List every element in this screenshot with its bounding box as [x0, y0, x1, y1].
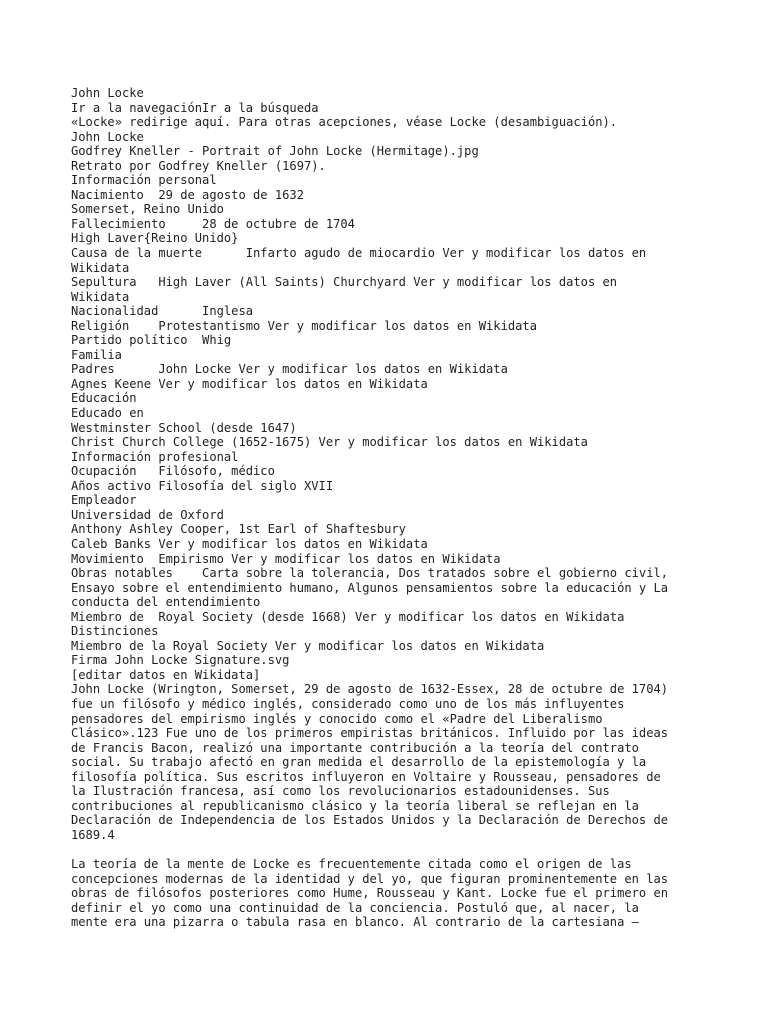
infobox-line: Años activo Filosofía del siglo XVII: [71, 478, 334, 493]
body-text-line: la Ilustración francesa, así como los revolucionarios estadounidenses. Sus: [71, 784, 610, 799]
paragraph-intro: [71, 682, 701, 842]
infobox-line: Obras notables Carta sobre la tolerancia, Dos tratados sobre el gobierno civil,: [71, 566, 669, 581]
infobox-line: Movimiento Empirismo Ver y modificar los datos en Wikidata: [71, 551, 501, 566]
infobox-line: Agnes Keene Ver y modificar los datos en Wikidata: [71, 376, 428, 391]
infobox-line: Retrato por Godfrey Kneller (1697).: [71, 158, 326, 173]
infobox-line: Causa de la muerte Infarto agudo de miocardio Ver y modificar los datos en: [71, 246, 647, 261]
paragraph-gap: [71, 842, 701, 857]
infobox-line: Wikidata: [71, 260, 130, 275]
infobox-line: John Locke: [71, 129, 144, 144]
body-text-line: La teoría de la mente de Locke es frecuentemente citada como el origen de las: [71, 856, 632, 871]
infobox-line: Universidad de Oxford: [71, 507, 224, 522]
body-text-line: Declaración de Independencia de los Estados Unidos y la Declaración de Derechos de: [71, 813, 669, 828]
infobox-line: Fallecimiento 28 de octubre de 1704: [71, 216, 355, 231]
infobox-line: Educado en: [71, 406, 144, 421]
body-text-line: de Francis Bacon, realizó una importante contribución a la teoría del contrato: [71, 740, 639, 755]
infobox-line: High Laver{Reino Unido}: [71, 231, 239, 246]
body-text-line: pensadores del empirismo inglés y conocido como el «Padre del Liberalismo: [71, 711, 603, 726]
infobox-line: conducta del entendimiento: [71, 595, 261, 610]
infobox-line: Religión Protestantismo Ver y modificar los datos en Wikidata: [71, 318, 537, 333]
infobox-line: «Locke» redirige aquí. Para otras acepciones, véase Locke (desambiguación).: [71, 115, 618, 130]
body-text-line: concepciones modernas de la identidad y del yo, que figuran prominentemente en las: [71, 871, 669, 886]
body-text-line: filosofía política. Sus escritos influyeron en Voltaire y Rousseau, pensadores de: [71, 769, 661, 784]
body-text-line: social. Su trabajo afectó en gran medida el desarrollo de la epistemología y la: [71, 755, 647, 770]
infobox-line: Nacionalidad Inglesa: [71, 304, 254, 319]
infobox-line: Somerset, Reino Unido: [71, 202, 224, 217]
infobox-line: Empleador: [71, 493, 137, 508]
body-text-line: contribuciones al republicanismo clásico y la teoría liberal se reflejan en la: [71, 798, 639, 813]
infobox-line: John Locke: [71, 86, 144, 100]
body-text-line: fue un filósofo y médico inglés, considerado como uno de los más influyentes: [71, 696, 625, 711]
infobox-line: Miembro de la Royal Society Ver y modificar los datos en Wikidata: [71, 638, 545, 653]
infobox-line: Anthony Ashley Cooper, 1st Earl of Shaftesbury: [71, 522, 406, 537]
infobox-line: Sepultura High Laver (All Saints) Churchyard Ver y modificar los datos en: [71, 275, 618, 290]
infobox-line: Ocupación Filósofo, médico: [71, 464, 275, 479]
paragraph-mind-theory: [71, 857, 701, 930]
infobox-line: Caleb Banks Ver y modificar los datos en Wikidata: [71, 536, 428, 551]
infobox-line: Distinciones: [71, 624, 159, 639]
infobox-line: [editar datos en Wikidata]: [71, 667, 261, 682]
infobox-line: Padres John Locke Ver y modificar los datos en Wikidata: [71, 362, 508, 377]
infobox-line: Partido político Whig: [71, 333, 232, 348]
infobox-line: Nacimiento 29 de agosto de 1632: [71, 187, 304, 202]
infobox-line: Westminster School (desde 1647): [71, 420, 297, 435]
infobox-line: Miembro de Royal Society (desde 1668) Ver y modificar los datos en Wikidata: [71, 609, 625, 624]
infobox-line: Godfrey Kneller - Portrait of John Locke (Hermitage).jpg: [71, 144, 479, 159]
infobox-line: Ensayo sobre el entendimiento humano, Algunos pensamientos sobre la educación y La: [71, 580, 669, 595]
infobox-line: Wikidata: [71, 289, 130, 304]
body-text-line: definir el yo como una continuidad de la conciencia. Postuló que, al nacer, la: [71, 900, 639, 915]
document-page: [71, 86, 701, 930]
body-text-line: Clásico».123 Fue uno de los primeros empiristas británicos. Influido por las ideas: [71, 726, 669, 741]
infobox-line: Christ Church College (1652-1675) Ver y modificar los datos en Wikidata: [71, 435, 588, 450]
body-text-line: obras de filósofos posteriores como Hume, Rousseau y Kant. Locke fue el primero en: [71, 886, 669, 901]
infobox-line: Ir a la navegaciónIr a la búsqueda: [71, 100, 319, 115]
infobox: [71, 86, 701, 682]
infobox-line: Firma John Locke Signature.svg: [71, 653, 290, 668]
infobox-line: Información profesional: [71, 449, 239, 464]
infobox-line: Familia: [71, 347, 122, 362]
body-text-line: John Locke (Wrington, Somerset, 29 de agosto de 1632-Essex, 28 de octubre de 1704): [71, 682, 669, 697]
infobox-line: Información personal: [71, 173, 217, 188]
body-text-line: 1689.4: [71, 827, 115, 842]
infobox-line: Educación: [71, 391, 137, 406]
body-text-line: mente era una pizarra o tabula rasa en blanco. Al contrario de la cartesiana —: [71, 915, 639, 930]
